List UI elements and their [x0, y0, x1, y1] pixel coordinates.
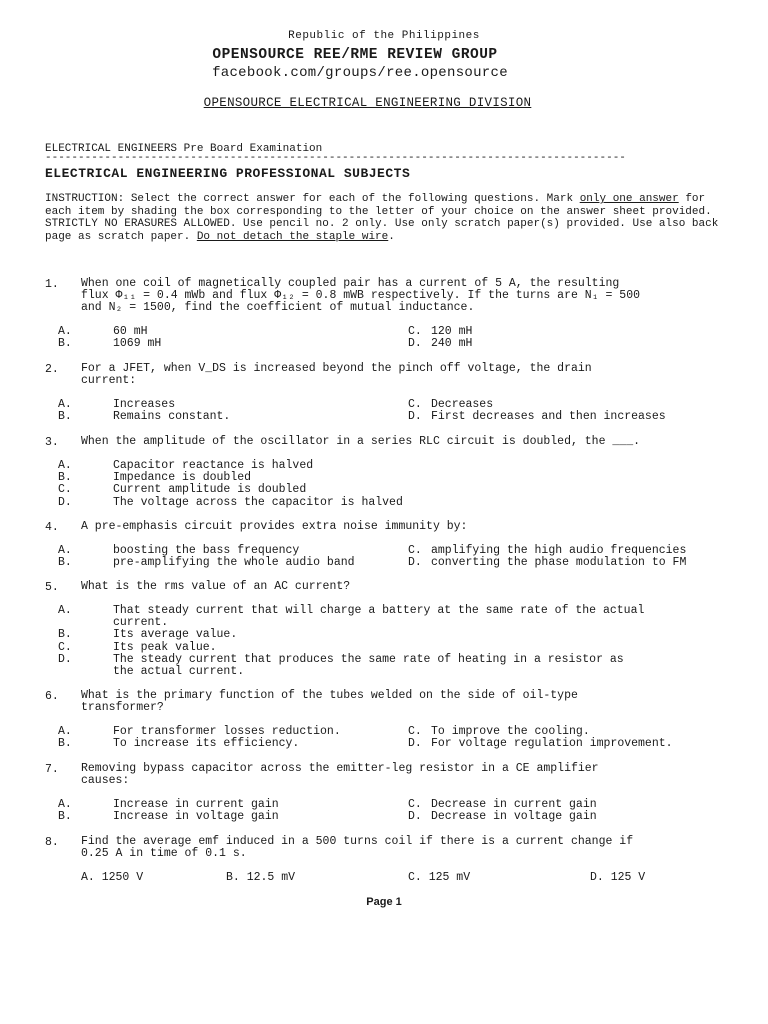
option-text: Its peak value. [113, 640, 217, 654]
question-number: 7. [45, 763, 59, 776]
option-letter: A. [58, 459, 72, 472]
option-letter: B. [58, 810, 72, 824]
option-letter: C. [408, 798, 422, 811]
question-number: 3. [45, 436, 59, 449]
question-line: causes: [81, 774, 130, 787]
question-number: 1. [45, 278, 59, 291]
option-text: 60 mH [113, 325, 148, 338]
option-letter: C. [58, 483, 72, 497]
option-row [45, 811, 735, 823]
question-number: 5. [45, 581, 59, 594]
separator-line: ---------------------------------------------------------------------------------------- [45, 152, 626, 164]
option-text: boosting the bass frequency [113, 544, 300, 557]
instruction-text: . [388, 230, 395, 243]
option-text: C. 125 mV [408, 871, 471, 884]
answer-options [45, 460, 735, 509]
option-text: Decrease in voltage gain [431, 810, 597, 824]
option-text: To improve the cooling. [431, 725, 590, 738]
question-number: 6. [45, 690, 59, 703]
option-row [45, 642, 735, 654]
option-text: Capacitor reactance is halved [113, 459, 314, 472]
option-letter: A. [58, 325, 72, 338]
option-text: 240 mH [431, 337, 473, 351]
exam-title: ELECTRICAL ENGINEERS Pre Board Examination [45, 143, 323, 155]
option-text: 120 mH [431, 325, 473, 338]
question-text [81, 521, 721, 533]
question-line: When the amplitude of the oscillator in a series RLC circuit is doubled, the ___. [81, 435, 640, 448]
option-letter: C. [408, 725, 422, 738]
instruction-emphasis: Do not detach the staple wire [196, 230, 389, 243]
option-letter: D. [408, 810, 422, 824]
option-text: Remains constant. [113, 410, 231, 424]
option-letter: B. [58, 737, 72, 751]
instruction-emphasis: only one answer [579, 193, 679, 205]
option-letter: D. [408, 737, 422, 751]
option-text: converting the phase modulation to FM [431, 556, 687, 570]
question-line: transformer? [81, 701, 164, 714]
option-letter: C. [58, 640, 72, 654]
option-row [45, 338, 735, 350]
question-text [81, 836, 721, 860]
option-text: 1069 mH [113, 337, 162, 351]
question-text [81, 581, 721, 593]
option-text: pre-amplifying the whole audio band [113, 556, 355, 570]
option-letter: C. [408, 325, 422, 338]
question-line: and N₂ = 1500, find the coefficient of mutual inductance. [81, 301, 475, 314]
question-line: What is the primary function of the tubes welded on the side of oil-type [81, 689, 578, 702]
page-number: Page 1 [366, 896, 402, 908]
option-row [45, 666, 735, 678]
option-letter: A. [58, 604, 72, 617]
option-letter: D. [408, 556, 422, 570]
question-line: Find the average emf induced in a 500 turns coil if there is a current change if [81, 835, 634, 848]
instruction-text: for each item by shading the box corresponding to the letter of your choice on the answer sheet provided. STRICTLY NO ERASURES ALLOWED. Use pencil no. 2 only. Use only scratch paper(s) provided. Use also back page as scratch paper. [45, 193, 719, 243]
option-text: B. 12.5 mV [226, 871, 296, 884]
option-letter: C. [408, 544, 422, 557]
option-row [45, 484, 735, 496]
option-text: First decreases and then increases [431, 410, 666, 424]
option-row [45, 872, 735, 884]
question-number: 8. [45, 836, 59, 849]
option-row [45, 497, 735, 509]
option-text: Impedance is doubled [113, 471, 252, 485]
question-text [81, 363, 721, 387]
option-text: Decreases [431, 398, 494, 411]
option-text: current. [113, 616, 169, 630]
answer-options [45, 545, 735, 569]
question-line: A pre-emphasis circuit provides extra noise immunity by: [81, 520, 468, 533]
option-letter: B. [58, 471, 72, 485]
option-text: A. 1250 V [81, 871, 144, 884]
instruction-text: INSTRUCTION: Select the correct answer for each of the following questions. Mark [45, 193, 580, 205]
option-letter: D. [408, 410, 422, 424]
option-text: Increase in current gain [113, 798, 279, 811]
question-line: Removing bypass capacitor across the emitter-leg resistor in a CE amplifier [81, 762, 599, 775]
answer-options [45, 605, 735, 678]
instruction-block [45, 193, 735, 243]
option-text: Its average value. [113, 628, 238, 642]
option-text: Current amplitude is doubled [113, 483, 307, 497]
question-line: 0.25 A in time of 0.1 s. [81, 847, 247, 860]
option-text: To increase its efficiency. [113, 737, 300, 751]
option-row [45, 557, 735, 569]
answer-options [45, 872, 735, 884]
country-heading: Republic of the Philippines [288, 30, 480, 42]
option-text: Increases [113, 398, 176, 411]
option-letter: B. [58, 556, 72, 570]
option-letter: A. [58, 544, 72, 557]
division-heading: OPENSOURCE ELECTRICAL ENGINEERING DIVISION [203, 96, 532, 110]
option-letter: B. [58, 410, 72, 424]
question-line: current: [81, 374, 137, 387]
option-letter: B. [58, 628, 72, 642]
option-letter: D. [58, 652, 72, 666]
option-text: D. 125 V [590, 871, 646, 884]
option-letter: A. [58, 398, 72, 411]
answer-options [45, 399, 735, 423]
option-text: Decrease in current gain [431, 798, 597, 811]
answer-options [45, 726, 735, 750]
option-letter: D. [408, 337, 422, 351]
option-text: For voltage regulation improvement. [431, 737, 673, 751]
option-letter: D. [58, 495, 72, 509]
question-line: What is the rms value of an AC current? [81, 580, 351, 593]
question-text [81, 436, 721, 448]
answer-options [45, 799, 735, 823]
option-letter: C. [408, 398, 422, 411]
option-letter: A. [58, 725, 72, 738]
option-row [45, 738, 735, 750]
question-text [81, 690, 721, 714]
group-heading: OPENSOURCE REE/RME REVIEW GROUP [212, 47, 498, 63]
option-text: For transformer losses reduction. [113, 725, 341, 738]
question-text [81, 763, 721, 787]
option-row [45, 411, 735, 423]
answer-options [45, 326, 735, 350]
option-text: the actual current. [113, 664, 245, 678]
option-text: The steady current that produces the same rate of heating in a resistor as [113, 652, 624, 666]
question-text [81, 278, 721, 314]
option-text: The voltage across the capacitor is halved [113, 495, 403, 509]
subjects-heading: ELECTRICAL ENGINEERING PROFESSIONAL SUBJECTS [45, 166, 411, 181]
option-text: amplifying the high audio frequencies [431, 544, 687, 557]
option-letter: A. [58, 798, 72, 811]
option-row [45, 629, 735, 641]
question-line: When one coil of magnetically coupled pair has a current of 5 A, the resulting [81, 277, 620, 290]
option-text: Increase in voltage gain [113, 810, 279, 824]
facebook-link[interactable]: facebook.com/groups/ree.opensource [212, 65, 508, 81]
question-line: For a JFET, when V_DS is increased beyond the pinch off voltage, the drain [81, 362, 592, 375]
question-number: 4. [45, 521, 59, 534]
option-text: That steady current that will charge a battery at the same rate of the actual [113, 604, 645, 617]
question-line: flux Φ₁₁ = 0.4 mWb and flux Φ₁₂ = 0.8 mWB respectively. If the turns are N₁ = 500 [81, 289, 640, 302]
question-number: 2. [45, 363, 59, 376]
option-letter: B. [58, 337, 72, 351]
